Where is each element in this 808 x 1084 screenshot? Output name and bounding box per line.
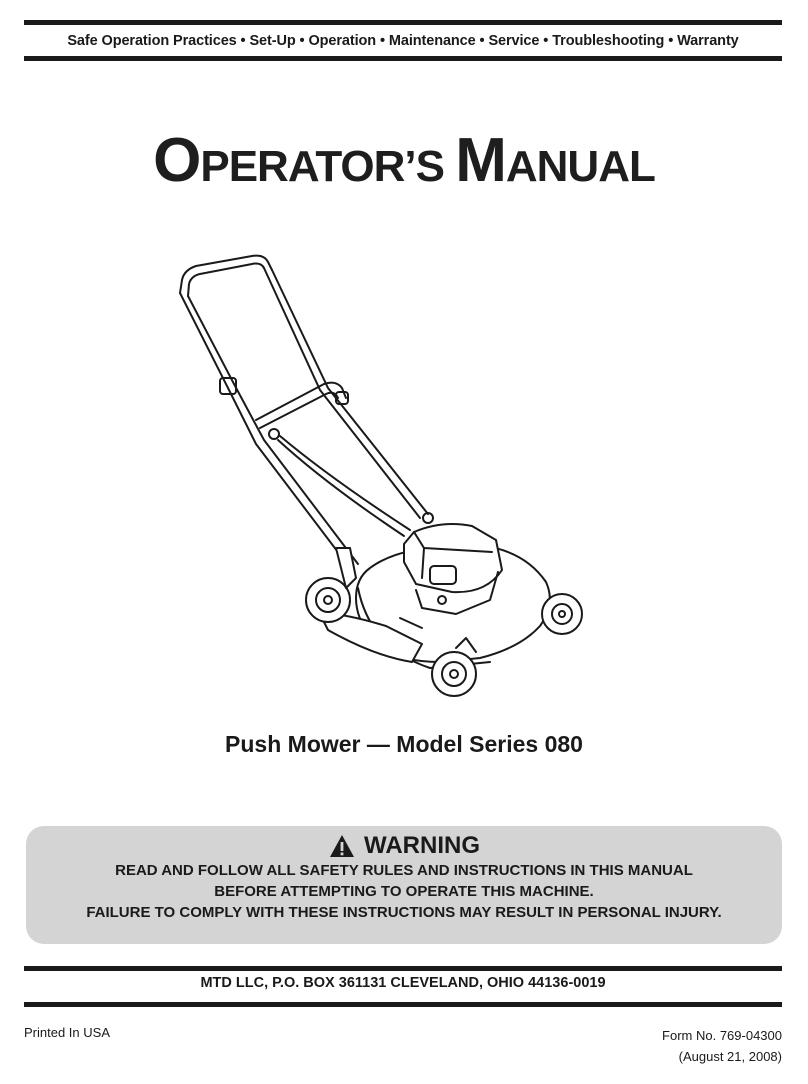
warning-line-3: FAILURE TO COMPLY WITH THESE INSTRUCTIONS MAY RESULT IN PERSONAL INJURY. bbox=[86, 904, 722, 921]
top-rule bbox=[24, 20, 782, 25]
warning-triangle-icon bbox=[328, 833, 356, 859]
form-date: (August 21, 2008) bbox=[678, 1049, 782, 1064]
section-troubleshooting: Troubleshooting bbox=[552, 33, 665, 49]
page-title: OPERATOR’S MANUAL bbox=[153, 126, 655, 195]
top-rule-lower bbox=[24, 56, 782, 61]
warning-title: WARNING bbox=[364, 832, 480, 859]
section-operation: Operation bbox=[308, 33, 377, 49]
warning-line-1: READ AND FOLLOW ALL SAFETY RULES AND INSTRUCTIONS IN THIS MANUAL bbox=[115, 862, 693, 879]
section-set-up: Set-Up bbox=[249, 33, 296, 49]
warning-heading bbox=[26, 832, 782, 860]
section-maintenance: Maintenance bbox=[388, 33, 476, 49]
section-safe-operation: Safe Operation Practices bbox=[67, 33, 237, 49]
model-subtitle: Push Mower — Model Series 080 bbox=[225, 731, 583, 757]
section-list: Safe Operation Practices • Set-Up • Operation • Maintenance • Service • Troubleshooting • Warranty bbox=[67, 33, 739, 49]
warning-line-2: BEFORE ATTEMPTING TO OPERATE THIS MACHINE. bbox=[214, 883, 594, 900]
bottom-rule-lower bbox=[24, 1002, 782, 1007]
form-number: Form No. 769-04300 bbox=[662, 1028, 782, 1043]
warning-box bbox=[26, 826, 782, 944]
section-service: Service bbox=[488, 33, 540, 49]
printed-in: Printed In USA bbox=[24, 1025, 110, 1040]
company-address: MTD LLC, P.O. BOX 361131 CLEVELAND, OHIO 44136-0019 bbox=[200, 975, 606, 991]
form-info bbox=[662, 1025, 782, 1067]
section-warranty: Warranty bbox=[677, 33, 739, 49]
bottom-rule bbox=[24, 966, 782, 971]
push-mower-illustration bbox=[160, 248, 600, 708]
